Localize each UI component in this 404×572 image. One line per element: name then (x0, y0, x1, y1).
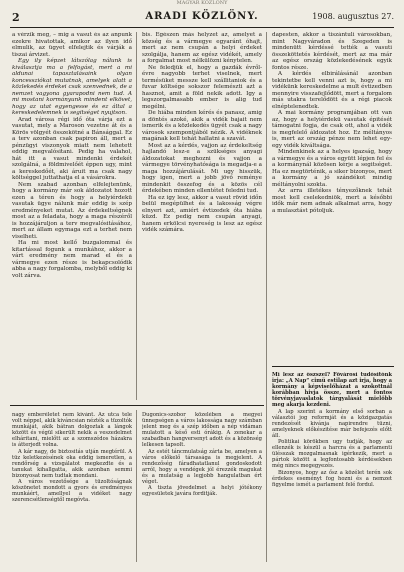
paragraph: Az arra illetékes tényezőknek tehát most kell cselekedniök, mert a későbbi idők már nem adnak alkalmat arra, hogy a mulasztást pótoljuk. (272, 188, 392, 214)
paragraph: Most az a kérdés, vajjon az érdekeltség hajlandó lesz-e a szükséges anyagi áldozatokat meghozni és vajjon a vármegye törvényhatósága is megadja-e a maga hozzájárulását. Mi ugy hisszük, hogy igen, mert a jobb jövő reménye mindenkit összefog és a közös cél érdekében minden ellentétet feledni tud. (142, 142, 262, 194)
paragraph: a vérzik meg, – mig a vasut és az anpunk ezekre hivatottak, amikor az ilyen idő elmulik, az ügyet elfelejtik és várják a tiszai árvizet. (12, 32, 132, 58)
article-column-2 (142, 32, 262, 400)
paragraph: Politikai körökben ugy tudják, hogy az ellenzék is készül a harcra és a parlamenti ülésszak mozgalmasnak igérkezik, mert a pártok között a legfontosabb kérdésekben még nincs megegyezés. (272, 439, 392, 470)
paragraph: Mindenkinek az a helyes igazság, hogy a vármegye és a város együtt lépjen fel és a kormánynál közösen kérje a segitséget. Ha ez megtörténik, a siker bizonyos, mert a kormány a jó szándékot mindig méltányolni szokta. (272, 149, 392, 188)
paragraph: Nem szabad azonban elfelejtenünk, hogy a kormány már sok áldozatot hozott ezen a téren és hogy a helyiérdekü vasutak ügye nálunk már eddig is szép eredményeket mutat. Az érdekeltségnek most az a feladata, hogy a maga részéről is hozzájáruljon a terv megvalósitásához, mert az állam egymaga ezt a terhet nem viselheti. (12, 181, 132, 240)
section-rule (272, 366, 394, 367)
paragraph: A kár nagy, de biztositás utján megtérül. A tüz keletkezésének oka eddig ismeretlen, a rendőrség a vizsgálatot megkezdte és a tanukat kihallgatta, akik azonban semmi bizonyosat nem tudtak mondani. (12, 448, 132, 479)
page-number: 2 (12, 11, 20, 24)
paragraph: Egy ily képzet látszólag nálunk is kiválasztja ma a felfogást, mert a mi aldunai tapasztalásaink olyan koncessziókat mutatnak, amelyek alatt a közlekedés érdekei csak szenvednek, de a nemzet vagyona gyarapodni nem tud. A mi mostani kormányunk mindent elkövet, hogy az utat egyengesse és ez által a kereskedelemnek is segitséget nyujtson. (12, 58, 132, 116)
paragraph: A mai kormány programjában ott van az, hogy a helyiérdekü vasutak épitését támogatni fogja, de csak ott, ahol a vidék is megfelelő áldozatot hoz. Ez méltányos is, mert az ország pénze nem lehet egy-egy vidék kiváltsága. (272, 110, 392, 149)
news-column-3 (272, 372, 392, 562)
masthead-imprint: MAGYAR KÖZLÖNY (176, 0, 228, 6)
news-column-1 (12, 412, 132, 562)
column-divider (136, 32, 137, 400)
paragraph: nagy emberéletet nem kivánt. Az utca tele volt néppel, akik kiváncsian nézték a tüzoltók munkáját, akik bátran dolgoztak a lángok között és végül sikerült nekik a veszedelmet elháritani, mielőtt az a szomszédos házakra is átterjedt volna. (12, 412, 132, 449)
section-rule (10, 405, 264, 406)
paragraph: bis. Egészen más helyzet az, amelyet a község és a vármegye egyaránt óhajt, mert az nem csupán a helyi érdeket szolgálja, hanem az egész vidékét, amely a forgalmat most nélkülözni kénytelen. (142, 32, 262, 64)
paragraph: Ha ez igy lesz, akkor a vasut rövid időn belül megépülhet és a lakosság végre elnyeri azt, amiért évtizedek óta hiába küzd. Ez pedig nem csupán anyagi, hanem erkölcsi nyereség is lesz az egész vidék számára. (142, 194, 262, 233)
article-column-3 (272, 32, 392, 362)
header-rule (10, 27, 394, 28)
paragraph: Az estét táncmulatság zárta be, amelyen a város előkelő társasága is megjelent. A rendezőség fáradhatatlanul gondoskodott arról, hogy a vendégek jól érezzék magukat és a mulatság a legjobb hangulatban ért véget. (142, 448, 262, 486)
paragraph: Dugonics-szobor közelében a megyei ünnepségen a város lakossága nagy számban jelent meg és a szép időben a nép vidáman mulatott a késő esti órákig. A zenekar a szabadban hangversenyt adott és a közönség lelkesen tapsolt. (142, 412, 262, 449)
page-header (0, 8, 404, 26)
column-divider (136, 410, 137, 562)
paragraph: Ha mi most kellő buzgalommal és kitartással fogunk a munkához, akkor a várt eredmény nem marad el és a vármegye ezen része is bekapcsolódik abba a nagy forgalomba, melyből eddig ki volt zárva. (12, 240, 132, 279)
paragraph: A lap szerint a kormány első sorban a választói jog reformját és a közigazgatás rendezését kivánja napirendre tüzni, amelyeknek előkészitése már befejezés előtt áll. (272, 408, 392, 439)
paragraph: Ne feledjük el, hogy a gazdák évről-évre nagyobb terhet viselnek, mert termésüket messze kell szállitaniok és a fuvar költsége sokszor felemészti azt a hasznot, amit a föld nekik adott. Igy a legszorgalmasabb ember is alig tud megélni. (142, 64, 262, 110)
newspaper-title: ARADI KÖZLÖNY. (145, 11, 259, 22)
news-column-2 (142, 412, 262, 562)
paragraph: Mi lesz az öszszel? Fővárosi tudósitónk irja: „A Nap” cimü estilap azt irja, hogy a kormány a képviselőházat a szokottnál korábban hivja össze, mert a fontos törvényjavaslatok tárgyalását mielőbb meg akarja kezdeni. (272, 372, 392, 409)
paragraph: De hiába minden kérés és panasz, amig a döntés azoké, akik a vidék bajait nem ismerik és a közlekedés ügyét csak a nagy városok szempontjából nézik. A vidéknek magának kell tehát hallatni a szavát. (142, 110, 262, 142)
paragraph: A város vezetősége a tüzoltóságnak köszönetet mondott a gyors és eredményes munkáért, amellyel a vidéket nagy szerencsétlenségtől megóvta. (12, 479, 132, 504)
paragraph: Arad városa régi idő óta várja ezt a vasutat, mely a Maroson vezetne át és a Körös völgyét összekötné a Bánsággal. Ez a terv azonban csak papiron áll, mert a pénzügyi viszonyok miatt nem lehetett eddig megvalósitani. Pedig ha valahol, hát itt a vasut mindenki érdekét szolgálná, a földmivelőét éppen ugy, mint a kereskedőét, aki áruit ma csak nagy költséggel juttathatja el a vásárokra. (12, 116, 132, 181)
paragraph: A tiszta jövedelmet a helyi jótékony egyesületek javára forditják. (142, 485, 262, 498)
paragraph: dapesten, akkor a tiszántuli városokban, mint Nagyváradon és Szegeden is mindenütt kérdéssé tették a vasuti összeköttetés kérdését, mert az ma már az egész ország közlekedésének egyik fontos része. (272, 32, 392, 71)
paragraph: A kérdés elbirálásánál azonban tekintetbe kell venni azt is, hogy a mi vidékünk kereskedelme a mult évtizedben mennyire visszafejlődött, mert a forgalom más utakra terelődött és a régi piacok elnéptelenedtek. (272, 71, 392, 110)
column-divider (266, 32, 267, 562)
paragraph: Bizonyos, hogy az ősz a közélet terén sok érdekes eseményt fog hozni és a nemzet figyelme ismét a parlament felé fordul. (272, 469, 392, 488)
issue-date: 1908. augusztus 27. (312, 12, 394, 21)
article-column-1 (12, 32, 132, 400)
